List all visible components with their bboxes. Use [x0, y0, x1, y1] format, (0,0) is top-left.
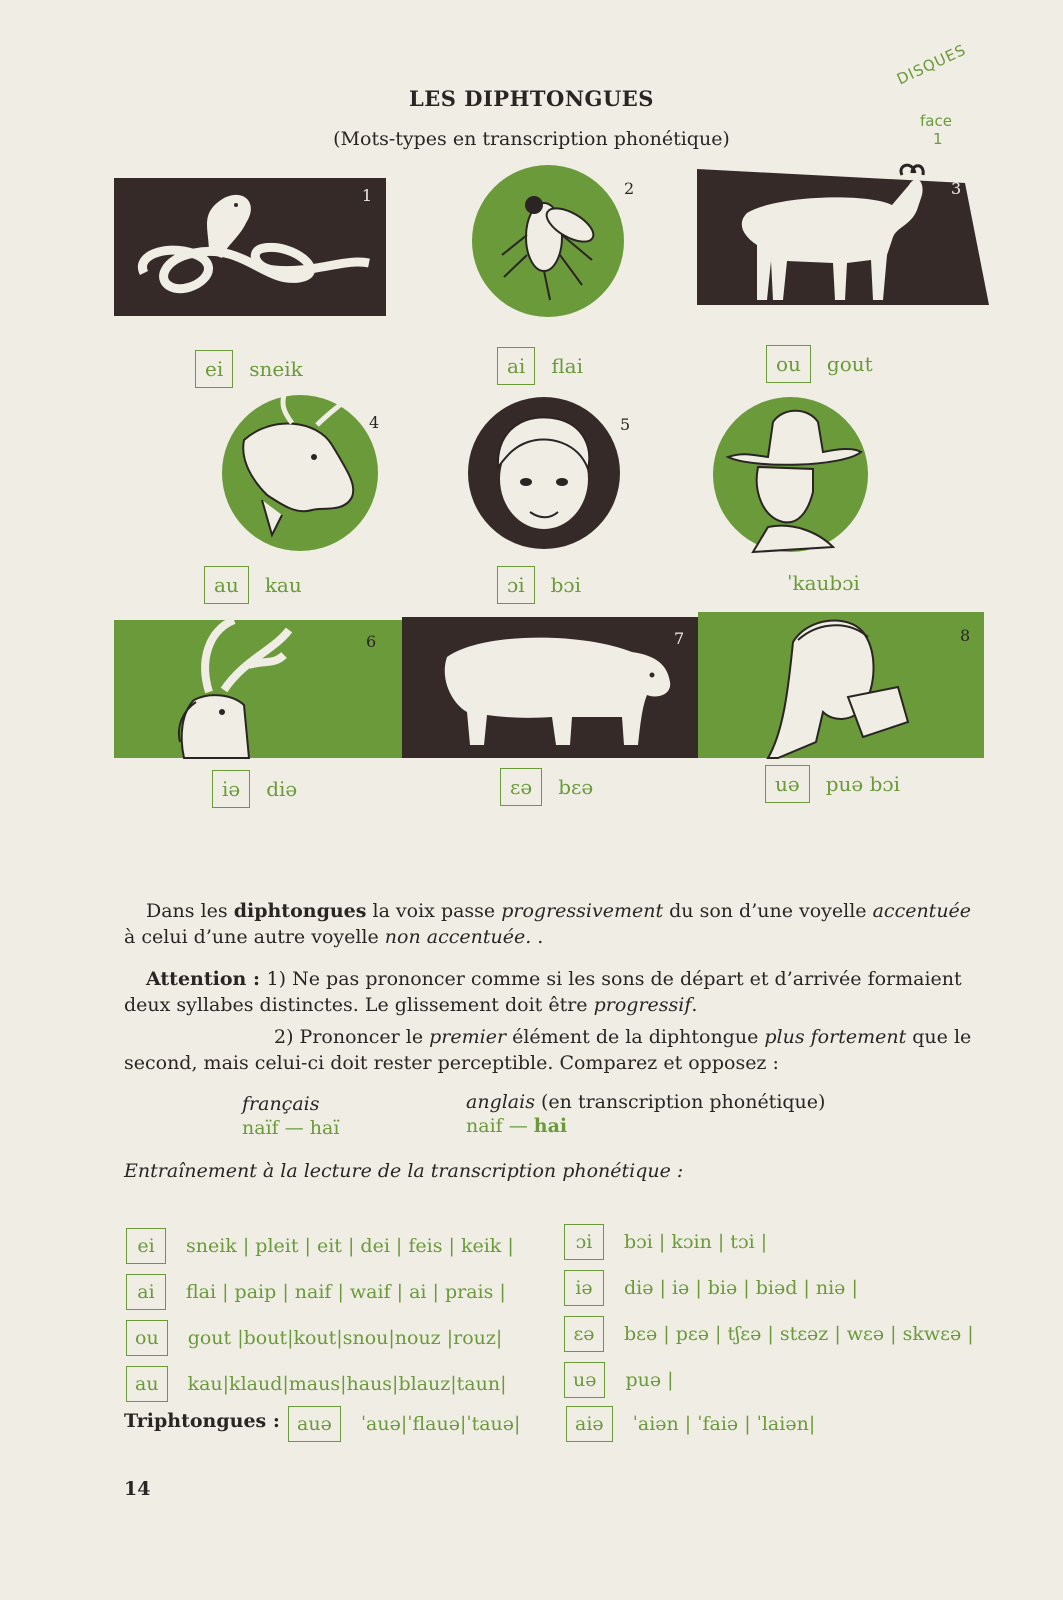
label-symbol: ai: [497, 347, 535, 385]
picture-number: 3: [951, 179, 962, 198]
picture-number: 5: [620, 415, 631, 434]
text: élément de la diphtongue: [506, 1026, 765, 1048]
exercise-words: bɔi | kɔin | tɔi |: [624, 1231, 768, 1253]
text: à celui d’une autre voyelle: [124, 926, 385, 948]
label-kauboi: [787, 571, 860, 595]
disques-number: 1: [933, 130, 943, 148]
text: —: [502, 1115, 534, 1137]
text: (en transcription phonétique): [534, 1091, 826, 1113]
exercise-words: ˈauə|ˈflauə|ˈtauə|: [360, 1413, 521, 1435]
exercise-symbol: iə: [564, 1270, 604, 1306]
text: français: [242, 1093, 320, 1115]
picture-number: 7: [674, 629, 685, 648]
label-ou: [766, 345, 873, 383]
exercise-row: [126, 1364, 507, 1404]
picture-number: 4: [369, 413, 380, 432]
text: premier: [429, 1026, 507, 1048]
text: Dans les: [146, 900, 234, 922]
label-au: [204, 566, 302, 604]
exercise-symbol: ɛə: [564, 1316, 604, 1352]
text: la voix passe: [366, 900, 502, 922]
text: progressivement: [501, 900, 664, 922]
exercise-symbol: ai: [126, 1274, 166, 1310]
exercise-words: diə | iə | biə | biəd | niə |: [624, 1277, 858, 1299]
label-word: kau: [264, 573, 302, 597]
exercise-row: [564, 1268, 858, 1308]
compare-french: [242, 1092, 339, 1140]
label-word: gout: [826, 352, 873, 376]
text: .: [691, 994, 698, 1016]
exercise-words: flai | paip | naif | waif | ai | prais |: [186, 1281, 506, 1303]
picture-fly: [472, 165, 635, 317]
exercise-row: [126, 1272, 506, 1312]
attention-paragraph: [124, 966, 984, 1018]
picture-number: 1: [361, 186, 372, 205]
text: naïf — haï: [242, 1117, 340, 1139]
picture-crying-boy: [698, 612, 984, 758]
picture-snake: [114, 178, 386, 316]
picture-cowboy: [713, 397, 868, 552]
text: naif: [466, 1115, 503, 1137]
disques-label: DISQUES: [894, 40, 969, 89]
text: diphtongues: [233, 900, 367, 922]
picture-number: 2: [624, 179, 635, 198]
label-word: sneik: [249, 357, 303, 381]
text: 2) Prononcer le: [274, 1026, 430, 1048]
label-oi: [497, 566, 581, 604]
page-number: 14: [124, 1478, 151, 1500]
exercise-row: [126, 1318, 502, 1358]
exercise-words: kau|klaud|maus|haus|blauz|taun|: [187, 1373, 507, 1395]
label-ue: [765, 765, 900, 803]
exercise-symbol: auə: [288, 1406, 341, 1442]
page-title: LES DIPHTONGUES: [409, 86, 654, 111]
exercise-words: ˈaiən | ˈfaiə | ˈlaiən|: [632, 1413, 816, 1435]
exercise-words: bɛə | pɛə | tʃɛə | stɛəz | wɛə | skwɛə |: [624, 1323, 974, 1345]
label-word: flai: [551, 354, 583, 378]
exercise-words: sneik | pleit | eit | dei | feis | keik |: [186, 1235, 514, 1257]
compare-english: [466, 1090, 825, 1138]
label-ai: [497, 347, 583, 385]
picture-deer: [114, 620, 402, 758]
label-word: puə bɔi: [825, 772, 900, 796]
exercise-symbol: ou: [126, 1320, 168, 1356]
text: anglais: [466, 1091, 535, 1113]
text: que le second, mais celui-ci doit rester perceptible. Comparez et opposez :: [124, 1026, 972, 1074]
exercise-symbol: uə: [564, 1362, 605, 1398]
exercise-symbol: aiə: [566, 1406, 613, 1442]
text: Attention :: [146, 968, 267, 990]
text: 1) Ne pas prononcer comme si les sons de départ et d’arrivée formaient deux syllabes distinctes. Le glissement doit être: [124, 968, 962, 1016]
second-rule-paragraph: [124, 1024, 984, 1076]
picture-cow: [222, 395, 378, 551]
label-symbol: au: [204, 566, 249, 604]
exercise-row: [564, 1222, 767, 1262]
label-symbol: ou: [766, 345, 811, 383]
label-symbol: uə: [765, 765, 810, 803]
exercise-row: [288, 1404, 520, 1444]
exercise-symbol: ɔi: [564, 1224, 604, 1260]
label-word: bɛə: [558, 775, 594, 799]
triphthongs-label: Triphtongues :: [124, 1410, 280, 1432]
exercise-row: [566, 1404, 815, 1444]
exercise-symbol: au: [126, 1366, 168, 1402]
text: accentuée: [872, 900, 972, 922]
disques-face: face: [920, 112, 952, 130]
picture-bear: [402, 617, 698, 758]
exercise-row: [126, 1226, 514, 1266]
exercise-symbol: ei: [126, 1228, 166, 1264]
exercise-row: [564, 1314, 974, 1354]
picture-number: 8: [960, 626, 971, 645]
label-ea: [500, 768, 593, 806]
text: du son d’une voyelle: [663, 900, 873, 922]
text: progressif: [593, 994, 692, 1016]
intro-paragraph: [124, 898, 984, 950]
label-symbol: ɔi: [497, 566, 535, 604]
label-word: ˈkaubɔi: [787, 571, 860, 595]
picture-number: 6: [366, 632, 377, 651]
exercise-row: [564, 1360, 674, 1400]
text: non accentuée.: [384, 926, 532, 948]
page-subtitle: (Mots-types en transcription phonétique): [333, 128, 730, 150]
picture-boy: [468, 397, 631, 549]
label-word: bɔi: [550, 573, 582, 597]
disques-badge: [890, 40, 980, 152]
text: hai: [533, 1115, 568, 1137]
label-symbol: ɛə: [500, 768, 542, 806]
text: .: [531, 926, 544, 948]
label-word: diə: [266, 777, 298, 801]
exercise-words: puə |: [625, 1369, 674, 1391]
exercise-words: gout |bout|kout|snou|nouz |rouz|: [187, 1327, 503, 1349]
exercise-title: Entraînement à la lecture de la transcription phonétique :: [124, 1160, 684, 1182]
picture-goat: [697, 165, 989, 305]
text: plus fortement: [764, 1026, 907, 1048]
label-symbol: iə: [212, 770, 250, 808]
label-ei: [195, 350, 303, 388]
label-symbol: ei: [195, 350, 233, 388]
label-ie: [212, 770, 297, 808]
